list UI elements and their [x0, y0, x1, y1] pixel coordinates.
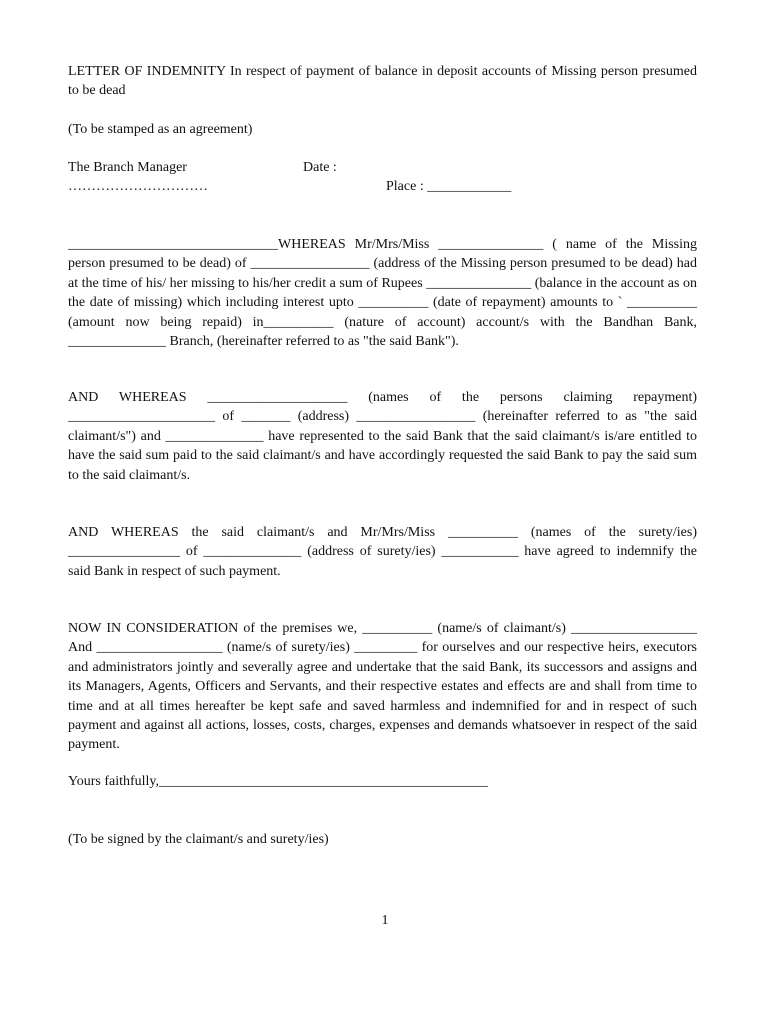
signature-note: (To be signed by the claimant/s and surety/ies) — [68, 832, 329, 847]
addressee: The Branch Manager — [68, 160, 187, 175]
page-number: 1 — [381, 913, 389, 928]
document-title: LETTER OF INDEMNITY In respect of payment of balance in deposit accounts of Missing person presumed to be dead — [68, 64, 697, 99]
paragraph-whereas: ______________________________WHEREAS Mr/Mrs/Miss _______________ ( name of the Missing person presumed to be dead) of _________________ (address of the Missing person presumed to be dead) had at the time of his/ her missing to his/her credit a sum of Rupees _______________ (balance in the account as on the date of missing) which including interest upto __________ (date of repayment) amounts to ` __________ (amount now being repaid) in__________ (nature of account) account/s with the Bandhan Bank, ______________ Branch, (hereinafter referred to as "the said Bank"). — [68, 237, 697, 350]
addressee-placeholder: ………………………… — [68, 179, 208, 194]
paragraph-and-whereas-claimants: AND WHEREAS ____________________ (names of the persons claiming repayment) _____________________ of _______ (address) _________________ (hereinafter referred to as "the said claimant/s") and ______________ have represented to the said Bank that the said claimant/s is/are entitled to have the said sum paid to the said claimant/s and have accordingly requested the said Bank to pay the said sum to the said claimant/s. — [68, 390, 697, 483]
paragraph-and-whereas-sureties: AND WHEREAS the said claimant/s and Mr/Mrs/Miss __________ (names of the surety/ies) ________________ of ______________ (address of surety/ies) ___________ have agreed to indemnify the said Bank in respect of such payment. — [68, 525, 697, 579]
place-label: Place : ____________ — [386, 179, 512, 194]
stamp-note: (To be stamped as an agreement) — [68, 122, 253, 137]
paragraph-consideration: NOW IN CONSIDERATION of the premises we, __________ (name/s of claimant/s) __________________ And __________________ (name/s of surety/ies) _________ for ourselves and our respective heirs, executors and administrators jointly and severally agree and undertake that the said Bank, its successors and assigns and its Managers, Agents, Officers and Servants, and their respective estates and effects are and shall from time to time and at all times hereafter be kept safe and saved harmless and indemnified for and in respect of such payment and against all actions, losses, costs, charges, expenses and demands whatsoever in respect of the said payment. — [68, 621, 697, 753]
date-label: Date : — [303, 160, 337, 175]
closing-signature-line: Yours faithfully,_______________________________________________ — [68, 774, 489, 789]
